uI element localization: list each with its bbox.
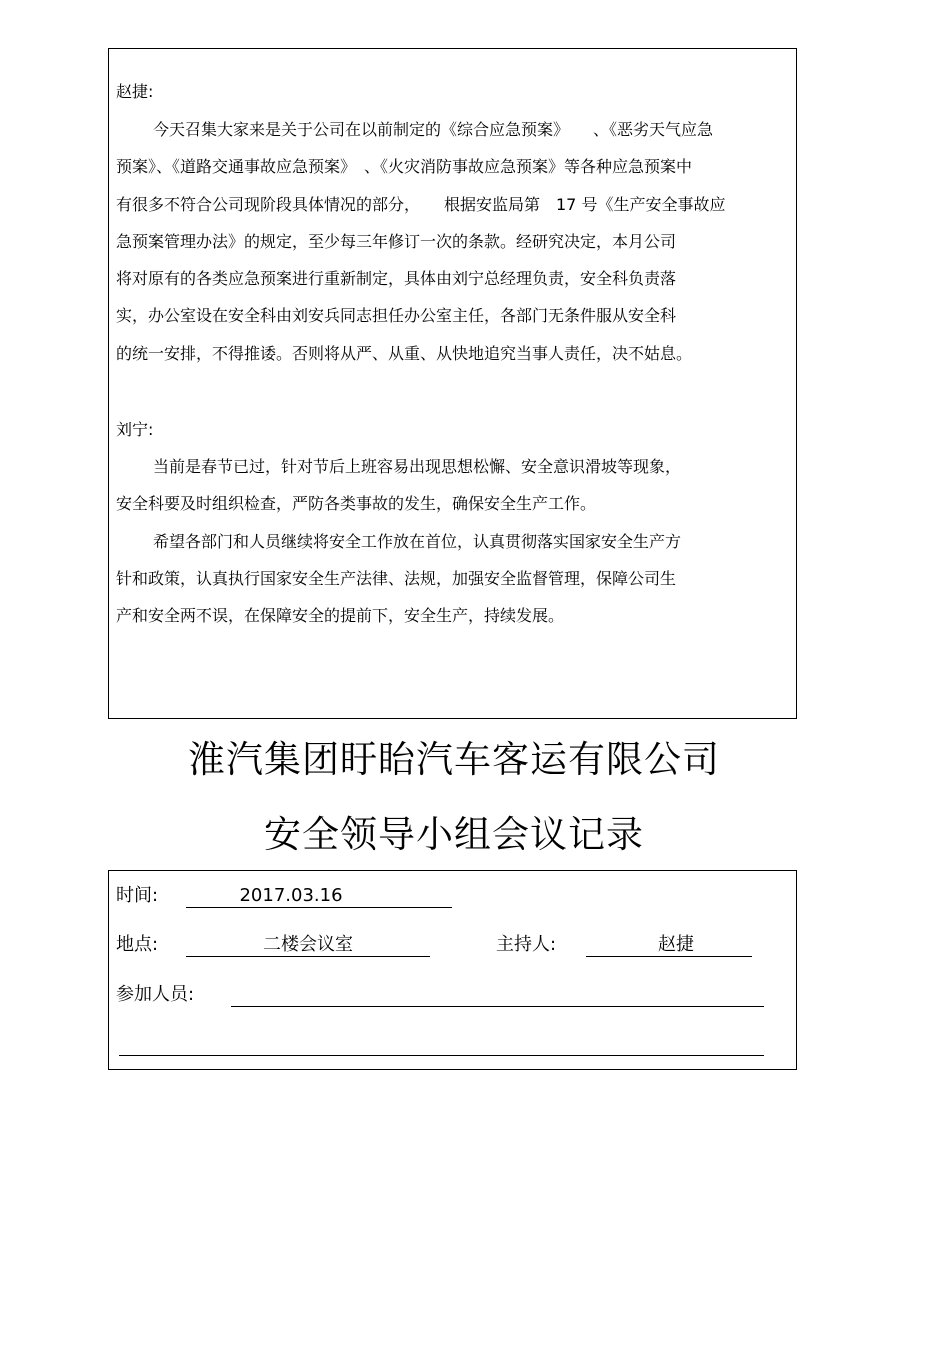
minutes-line: 有很多不符合公司现阶段具体情况的部分， 根据安监局第 17 号《生产安全事故应 <box>116 195 726 214</box>
minutes-line: 当前是春节已过，针对节后上班容易出现思想松懈、安全意识滑坡等现象， <box>153 457 682 476</box>
minutes-line: 今天召集大家来是关于公司在以前制定的《综合应急预案》 、《恶劣天气应急 <box>153 120 714 139</box>
meeting-info-box <box>108 870 797 1070</box>
host-label: 主持人: <box>496 934 557 955</box>
speaker-label: 刘宁: <box>116 420 154 439</box>
place-value: 二楼会议室 <box>263 934 353 955</box>
company-title: 淮汽集团盱眙汽车客运有限公司 <box>188 738 720 781</box>
time-value: 2017.03.16 <box>239 885 343 906</box>
minutes-line: 急预案管理办法》的规定，至少每三年修订一次的条款。经研究决定，本月公司 <box>116 232 677 251</box>
minutes-line: 安全科要及时组织检查，严防各类事故的发生，确保安全生产工作。 <box>116 494 597 513</box>
attendees-label: 参加人员: <box>116 984 195 1005</box>
place-label: 地点: <box>116 934 159 955</box>
minutes-line: 预案》、《道路交通事故应急预案》 、《火灾消防事故应急预案》等各种应急预案中 <box>116 157 693 176</box>
minutes-line: 实，办公室设在安全科由刘安兵同志担任办公室主任，各部门无条件服从安全科 <box>116 306 677 325</box>
host-underline <box>586 956 752 957</box>
meeting-minutes-box <box>108 48 797 719</box>
time-label: 时间: <box>116 885 159 906</box>
minutes-line: 的统一安排，不得推诿。否则将从严、从重、从快地追究当事人责任，决不姑息。 <box>116 344 693 363</box>
minutes-line: 产和安全两不误，在保障安全的提前下，安全生产，持续发展。 <box>116 606 565 625</box>
minutes-line: 希望各部门和人员继续将安全工作放在首位，认真贯彻落实国家安全生产方 <box>153 532 682 551</box>
time-underline <box>186 907 452 908</box>
speaker-label: 赵捷: <box>116 82 154 101</box>
place-underline <box>186 956 430 957</box>
minutes-line: 将对原有的各类应急预案进行重新制定，具体由刘宁总经理负责，安全科负责落 <box>116 269 677 288</box>
document-title: 安全领导小组会议记录 <box>264 813 644 856</box>
attendees-underline <box>231 1006 764 1007</box>
host-value: 赵捷 <box>658 934 694 955</box>
attendees-underline-2 <box>119 1055 764 1056</box>
minutes-line: 针和政策，认真执行国家安全生产法律、法规，加强安全监督管理，保障公司生 <box>116 569 677 588</box>
